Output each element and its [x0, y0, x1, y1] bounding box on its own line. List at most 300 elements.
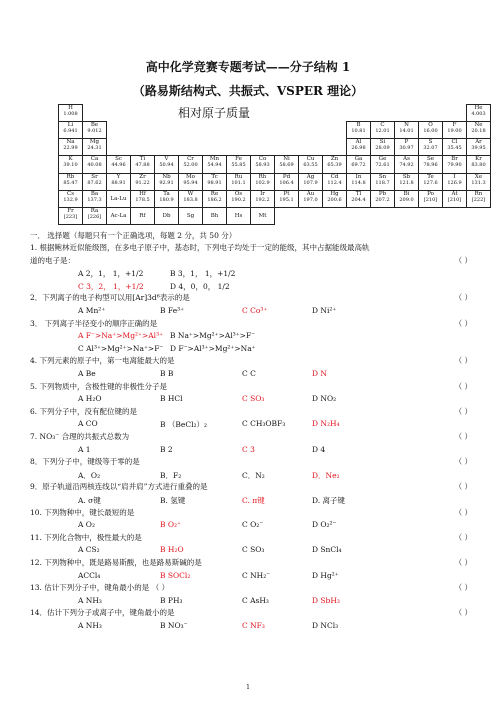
question-text	[30, 583, 480, 592]
element-mass: 195.1	[279, 196, 294, 203]
element-symbol: Ta	[163, 190, 170, 197]
answer-option-correct: C 3，2， 1，+1/2	[78, 281, 144, 291]
element-mass: 69.72	[351, 162, 366, 169]
question-text	[30, 356, 480, 365]
element-symbol: Ar	[475, 139, 482, 146]
answer-blank: （ ）	[454, 381, 472, 391]
element-cell	[298, 190, 323, 208]
element-cell	[466, 173, 491, 191]
answer-option: D 4	[312, 444, 326, 454]
element-cell	[202, 207, 227, 225]
element-cell	[298, 155, 323, 173]
element-mass: 132.9	[63, 196, 78, 203]
answer-option: D Hg²⁺	[312, 570, 339, 580]
element-cell	[418, 138, 443, 156]
element-symbol: Bh	[210, 212, 219, 219]
element-symbol: Ir	[260, 190, 265, 197]
element-symbol: Co	[258, 156, 267, 163]
element-symbol: Po	[427, 190, 434, 197]
answer-option: B 2	[160, 444, 173, 454]
element-cell	[202, 190, 227, 208]
element-mass: 22.99	[63, 145, 78, 152]
element-mass: 58.69	[279, 162, 294, 169]
page-number: 1	[246, 684, 250, 691]
question-stem: 6. 下列分子中，没有配位键的是	[30, 406, 138, 416]
element-symbol: I	[453, 173, 456, 180]
element-symbol: Os	[234, 190, 243, 197]
element-symbol: Rn	[474, 190, 483, 197]
element-cell	[58, 190, 83, 208]
element-mass: 63.55	[303, 162, 318, 169]
element-cell	[298, 173, 323, 191]
element-cell	[226, 190, 251, 208]
answer-option: C Al³⁺>Mg²⁺>Na⁺>F⁻	[78, 343, 164, 353]
answer-option: A H₂O	[78, 394, 102, 404]
answer-blank: （ ）	[454, 507, 472, 517]
element-mass: 16.00	[423, 128, 438, 135]
element-mass: 190.2	[231, 196, 246, 203]
answer-option: D SnCl₄	[312, 545, 342, 555]
element-symbol: F	[452, 122, 457, 129]
answer-option: C SO₃	[242, 545, 265, 555]
element-symbol: Si	[379, 139, 386, 146]
element-mass: 197.0	[303, 196, 318, 203]
element-symbol: Pt	[283, 190, 290, 197]
answer-option: D 4，0，0， 1/2	[170, 281, 230, 291]
element-symbol: Sr	[91, 173, 98, 180]
question-text	[30, 482, 480, 491]
element-symbol: Te	[427, 173, 434, 180]
answer-option: A. σ键	[78, 496, 101, 505]
answer-option: C．N₂	[242, 470, 265, 480]
element-mass: 186.2	[207, 196, 222, 203]
element-symbol: O	[428, 122, 433, 129]
element-cell	[274, 155, 299, 173]
element-cell	[226, 173, 251, 191]
answer-option: D F⁻>Al³⁺>Mg²⁺>Na⁺	[170, 343, 256, 353]
answer-option: B HCl	[160, 394, 183, 404]
element-cell	[130, 207, 155, 225]
question-text	[30, 256, 480, 265]
answer-blank: （ ）	[454, 457, 472, 467]
element-mass: 19.00	[447, 128, 462, 135]
element-symbol: Cu	[306, 156, 315, 163]
element-mass: 9.012	[87, 128, 102, 135]
element-symbol: H	[68, 105, 73, 111]
element-cell	[394, 155, 419, 173]
answer-option: D NCl₃	[312, 621, 339, 630]
element-mass: 20.18	[471, 128, 486, 135]
answer-option: C NH₂⁻	[242, 570, 271, 580]
element-mass: 95.94	[183, 179, 198, 186]
answer-option: A CO	[78, 419, 98, 429]
element-mass: 1.008	[63, 111, 78, 117]
answer-blank: （ ）	[454, 583, 472, 593]
question-text	[30, 243, 480, 252]
element-symbol: Mg	[89, 139, 100, 146]
element-cell	[466, 155, 491, 173]
question-stem: 4. 下列元素的原子中，第一电离能最大的是	[30, 356, 175, 366]
answer-option-correct: B H₂O	[160, 545, 184, 555]
element-symbol: Br	[451, 156, 458, 163]
element-mass: 28.09	[375, 145, 390, 152]
element-symbol: Ne	[474, 122, 483, 129]
element-cell	[58, 104, 83, 122]
answer-option-correct: D N₂H₄	[312, 419, 340, 429]
question-stem: 5. 下列物质中，含极性键的非极性分子是	[30, 381, 168, 391]
element-cell	[82, 121, 107, 139]
element-symbol: Nb	[162, 173, 171, 180]
element-mass: 10.81	[351, 128, 366, 135]
element-mass: 52.00	[183, 162, 198, 169]
question-text	[30, 558, 480, 567]
element-mass: 102.9	[255, 179, 270, 186]
element-mass: 4.003	[471, 111, 486, 117]
element-mass: 137.3	[87, 196, 102, 203]
element-symbol: Ge	[378, 156, 387, 163]
element-mass: 32.07	[423, 145, 438, 152]
element-symbol: Li	[67, 122, 74, 129]
element-mass: 44.96	[111, 162, 126, 169]
element-symbol: C	[380, 122, 385, 129]
element-symbol: Ga	[354, 156, 363, 163]
answer-option: B 3，1， 1，+1/2	[170, 269, 236, 279]
element-symbol: Ti	[139, 156, 146, 163]
element-mass: [226]	[87, 213, 102, 220]
answer-option: A NH₃	[78, 621, 102, 630]
answer-option: A NH₃	[78, 595, 102, 605]
element-mass: 114.8	[351, 179, 366, 186]
element-cell	[346, 173, 371, 191]
element-cell	[466, 138, 491, 156]
element-mass: 192.2	[255, 196, 270, 203]
element-cell	[58, 121, 83, 139]
element-symbol: Au	[306, 190, 315, 197]
question-stem: 7. NO₃⁻ 合理的共振式总数为	[30, 432, 130, 441]
element-symbol: La-Lu	[110, 195, 127, 202]
element-symbol: Mo	[186, 173, 195, 180]
element-symbol: Fe	[235, 156, 242, 163]
element-cell	[370, 121, 395, 139]
question-stem: 14．估计下列分子或离子中，键角最小的是	[30, 608, 175, 618]
answer-option: B Na⁺>Mg²⁺>Al³⁺>F⁻	[170, 331, 256, 341]
element-symbol: Cl	[451, 139, 458, 146]
answer-blank: （ ）	[454, 356, 472, 366]
element-symbol: Hf	[139, 190, 146, 197]
answer-option: B （BeCl₂）₂	[160, 420, 207, 430]
element-cell	[154, 173, 179, 191]
answer-option-correct: B O₂⁺	[160, 520, 182, 530]
element-symbol: As	[403, 156, 410, 163]
element-mass: 26.98	[351, 145, 366, 152]
element-symbol: Sc	[115, 156, 122, 163]
element-mass: 180.9	[159, 196, 174, 203]
element-symbol: Kr	[475, 156, 482, 163]
element-mass: 35.45	[447, 145, 462, 152]
element-cell	[322, 190, 347, 208]
element-mass: 121.8	[399, 179, 414, 186]
element-cell	[274, 190, 299, 208]
element-cell	[394, 138, 419, 156]
element-cell	[178, 173, 203, 191]
question-text	[30, 508, 480, 517]
element-cell	[106, 190, 131, 208]
element-cell	[58, 173, 83, 191]
question-stem: 10. 下列物种中，键长最短的是	[30, 507, 135, 517]
element-cell	[202, 155, 227, 173]
answer-option: A O₂	[78, 520, 95, 530]
element-cell	[346, 190, 371, 208]
element-symbol: Rb	[66, 173, 75, 180]
element-symbol: Fr	[67, 207, 74, 214]
element-cell	[250, 190, 275, 208]
element-cell	[58, 155, 83, 173]
element-mass: 118.7	[375, 179, 390, 186]
element-cell	[346, 121, 371, 139]
element-symbol: Tl	[355, 190, 362, 197]
element-symbol: Cr	[187, 156, 194, 163]
element-cell	[442, 155, 467, 173]
answer-option-correct: B SOCl₂	[160, 570, 191, 580]
element-mass: 88.91	[111, 179, 126, 186]
element-symbol: S	[428, 139, 433, 146]
question-stem: 11. 下列化合物中，极性最大的是	[30, 532, 142, 542]
element-cell	[442, 121, 467, 139]
element-symbol: Re	[210, 190, 219, 197]
element-symbol: Ru	[234, 173, 243, 180]
element-mass: [210]	[447, 196, 462, 203]
element-symbol: Ba	[90, 190, 99, 197]
element-mass: 54.94	[207, 162, 222, 169]
element-cell	[418, 155, 443, 173]
element-mass: 6.941	[63, 128, 78, 135]
element-symbol: Zn	[330, 156, 339, 163]
element-cell	[394, 190, 419, 208]
answer-option-correct: C. π键	[242, 496, 265, 505]
element-cell	[178, 207, 203, 225]
element-mass: 91.22	[135, 179, 150, 186]
answer-option-correct: D N	[312, 369, 327, 378]
element-symbol: Se	[426, 156, 435, 163]
answer-option: D NO₂	[312, 394, 337, 404]
element-symbol: Mn	[209, 156, 220, 163]
element-mass: 12.01	[375, 128, 390, 135]
element-cell	[370, 190, 395, 208]
periodic-table-title: 相对原子质量	[178, 106, 251, 120]
answer-option: B PH₃	[160, 595, 183, 605]
answer-option-correct: D SbH₃	[312, 595, 340, 605]
element-cell	[82, 173, 107, 191]
question-text	[30, 319, 480, 328]
question-stem: 13. 估计下列分子中，键角最小的是 （ ）	[30, 583, 170, 593]
element-symbol: Ac-La	[110, 212, 127, 219]
answer-option: D. 离子键	[312, 496, 346, 505]
answer-option: A Be	[78, 369, 96, 378]
element-cell	[370, 173, 395, 191]
element-symbol: B	[356, 122, 361, 129]
answer-option: D Ni²⁺	[312, 306, 337, 315]
section-heading: 一． 选择题（每题只有一个正确选项，每题 2 分，共 50 分）	[30, 231, 237, 240]
element-symbol: Ca	[90, 156, 99, 163]
element-mass: [210]	[423, 196, 438, 203]
answer-option: A．O₂	[78, 470, 101, 480]
answer-option: B Fe³⁺	[160, 306, 185, 315]
element-symbol: At	[451, 190, 458, 197]
question-text	[30, 407, 480, 416]
element-symbol: N	[404, 122, 409, 129]
answer-option-correct: D．Ne₂	[312, 470, 340, 480]
element-cell	[154, 190, 179, 208]
element-cell	[466, 190, 491, 208]
element-cell	[106, 207, 131, 225]
page-title: 高中化学竞赛专题考试——分子结构 1	[145, 60, 351, 74]
element-mass: 72.61	[375, 162, 390, 169]
answer-option-correct: A F⁻>Na⁺>Mg²⁺>Al³⁺	[78, 331, 164, 341]
element-cell	[346, 138, 371, 156]
element-cell	[346, 155, 371, 173]
element-cell	[466, 121, 491, 139]
element-mass: 98.91	[207, 179, 222, 186]
element-mass: 55.85	[231, 162, 246, 169]
answer-blank: （ ）	[454, 482, 472, 492]
answer-option: ACCl₄	[78, 570, 101, 580]
element-mass: 14.01	[399, 128, 414, 135]
element-mass: 101.1	[231, 179, 246, 186]
element-symbol: P	[404, 139, 409, 146]
element-mass: 74.92	[399, 162, 414, 169]
element-mass: 24.31	[87, 145, 102, 152]
answer-blank: （ ）	[454, 255, 472, 265]
element-mass: 127.6	[423, 179, 438, 186]
answer-option-correct: C SO₃	[242, 394, 265, 404]
element-mass: 131.3	[471, 179, 486, 186]
answer-option: A Mn²⁺	[78, 306, 106, 315]
answer-blank: （ ）	[454, 432, 472, 441]
element-symbol: In	[355, 173, 362, 180]
element-symbol: Ra	[90, 207, 99, 214]
question-text	[30, 382, 480, 391]
element-cell	[82, 190, 107, 208]
element-mass: [223]	[63, 213, 78, 220]
element-symbol: Y	[116, 173, 121, 180]
element-cell	[250, 155, 275, 173]
element-symbol: Bi	[403, 190, 410, 197]
question-stem: 1. 根据鲍林近似能级图，在多电子原子中，基态时，下列电子均处于一定的能级，其中占据能级最高轨	[30, 243, 370, 252]
answer-option: B B	[160, 369, 174, 378]
element-symbol: Pd	[282, 173, 291, 180]
element-mass: 83.80	[471, 162, 486, 169]
answer-option: A CS₂	[78, 545, 100, 555]
question-stem: 9．原子轨道沿两核连线以“肩并肩”方式进行重叠的是	[30, 482, 208, 492]
element-mass: 126.9	[447, 179, 462, 186]
element-symbol: Rh	[258, 173, 267, 180]
answer-option: C O₂⁻	[242, 520, 264, 530]
element-mass: 58.93	[255, 162, 270, 169]
element-cell	[442, 138, 467, 156]
element-cell	[226, 155, 251, 173]
answer-option-correct: C 3	[242, 444, 255, 454]
element-mass: 106.4	[279, 179, 294, 186]
element-symbol: Na	[66, 139, 75, 146]
element-mass: 87.62	[87, 179, 102, 186]
element-cell	[82, 155, 107, 173]
answer-blank: （ ）	[454, 608, 472, 618]
element-symbol: Hg	[330, 190, 339, 197]
element-cell	[418, 190, 443, 208]
element-mass: [222]	[471, 196, 486, 203]
element-cell	[82, 207, 107, 225]
question-text	[30, 432, 480, 441]
element-mass: 107.9	[303, 179, 318, 186]
element-mass: 78.96	[423, 162, 438, 169]
answer-blank: （ ）	[454, 406, 472, 416]
answer-option: C CH₃OBF₃	[242, 419, 286, 429]
element-mass: 30.97	[399, 145, 414, 152]
element-mass: 178.5	[135, 196, 150, 203]
element-cell	[394, 121, 419, 139]
question-text	[30, 293, 480, 302]
element-cell	[178, 190, 203, 208]
question-stem: 2．下列离子的电子构型可以用[Ar]3d⁶表示的是	[30, 293, 190, 303]
element-mass: 47.88	[135, 162, 150, 169]
element-cell	[370, 155, 395, 173]
element-cell	[418, 121, 443, 139]
element-mass: 112.4	[327, 179, 342, 186]
answer-option: C AsH₃	[242, 595, 269, 605]
answer-blank: （ ）	[454, 318, 472, 328]
question-text	[30, 457, 480, 466]
answer-option: A 2，1， 1，+1/2	[78, 269, 144, 279]
element-mass: 40.08	[87, 162, 102, 169]
element-symbol: He	[474, 105, 483, 111]
element-mass: 92.91	[159, 179, 174, 186]
element-symbol: Ag	[306, 173, 315, 180]
element-symbol: Tc	[211, 173, 218, 180]
element-mass: 183.8	[183, 196, 198, 203]
element-cell	[106, 155, 131, 173]
element-symbol: Mt	[258, 212, 267, 219]
element-cell	[226, 207, 251, 225]
element-symbol: W	[187, 190, 194, 197]
answer-blank: （ ）	[454, 558, 472, 567]
element-symbol: Cd	[330, 173, 339, 180]
question-stem: 3． 下列离子半径变小的顺序正确的是	[30, 318, 158, 328]
element-symbol: Sg	[186, 212, 195, 219]
element-symbol: Sb	[402, 173, 411, 180]
element-cell	[130, 155, 155, 173]
element-mass: 204.4	[351, 196, 366, 203]
element-mass: 50.94	[159, 162, 174, 169]
element-symbol: Cs	[66, 190, 75, 197]
element-mass: 39.10	[63, 162, 78, 169]
element-cell	[58, 207, 83, 225]
question-text	[30, 608, 480, 617]
element-cell	[154, 207, 179, 225]
element-mass: 39.95	[471, 145, 486, 152]
answer-option: C C	[242, 369, 256, 378]
element-cell	[322, 173, 347, 191]
periodic-table	[58, 104, 490, 224]
element-symbol: Hs	[234, 212, 243, 219]
answer-option: B NO₃⁻	[160, 621, 188, 630]
element-mass: 200.6	[327, 196, 342, 203]
answer-blank: （ ）	[454, 293, 472, 303]
element-symbol: Xe	[474, 173, 483, 180]
answer-option-correct: C NF₃	[242, 621, 265, 630]
element-symbol: Sn	[378, 173, 387, 180]
element-symbol: Be	[90, 122, 99, 129]
question-text	[30, 533, 480, 542]
